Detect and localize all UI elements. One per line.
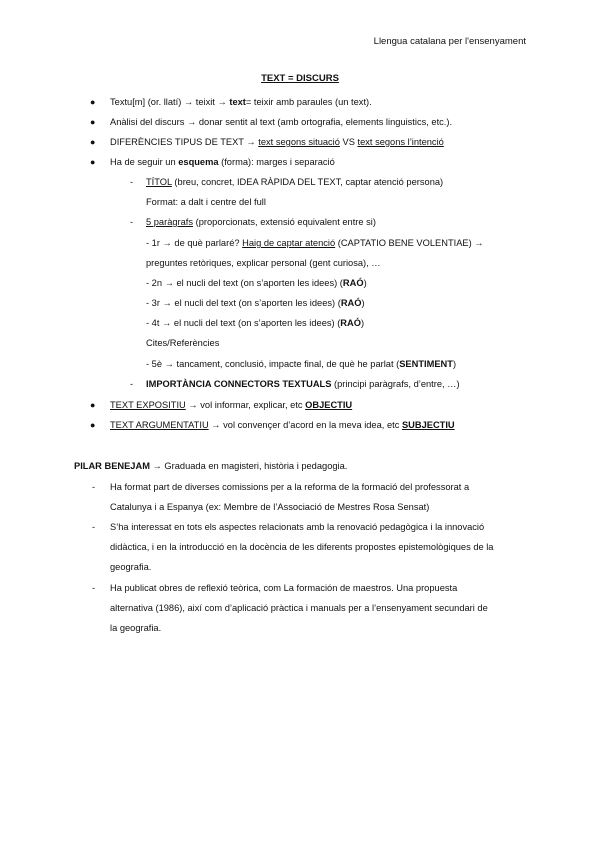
list-item: DIFERÈNCIES TIPUS DE TEXT → text segons situació VS text segons l’intenció (110, 137, 444, 147)
paragraph-line: geografia. (110, 562, 152, 572)
bullet-marker: ● (90, 420, 96, 430)
sub-item: IMPORTÀNCIA CONNECTORS TEXTUALS (principi paràgrafs, d’entre, …) (146, 379, 460, 389)
dash-marker: - (92, 482, 96, 492)
paragraph-line: Ha format part de diverses comissions per a la reforma de la formació del professorat a (110, 482, 470, 492)
document-title: TEXT = DISCURS (261, 73, 339, 84)
list-item: TEXT ARGUMENTATIU → vol convençer d’acord en la meva idea, etc SUBJECTIU (110, 420, 455, 430)
paragraph-line: Ha publicat obres de reflexió teòrica, com La formación de maestros. Una propuesta (110, 583, 458, 593)
dash-marker: - (130, 177, 134, 187)
sub-text: Format: a dalt i centre del full (146, 197, 266, 207)
sub-text: preguntes retòriques, explicar personal (gent curiosa), … (146, 258, 381, 268)
list-item: Textu[m] (or. llatí) → teixit → text= teixir amb paraules (un text). (110, 97, 372, 107)
bullet-marker: ● (90, 400, 96, 410)
paragraph-line: didàctica, i en la introducció en la docència de les diferents propostes epistemològiques de la (110, 542, 494, 552)
page-header: Llengua catalana per l'ensenyament (373, 36, 526, 47)
sub-text: Cites/Referències (146, 338, 220, 348)
list-item: Anàlisi del discurs → donar sentit al text (amb ortografia, elements linguistics, etc.). (110, 117, 453, 127)
sub-item: TÍTOL (breu, concret, IDEA RÀPIDA DEL TEXT, captar atenció persona) (146, 177, 444, 187)
bullet-marker: ● (90, 137, 96, 147)
bullet-marker: ● (90, 97, 96, 107)
dash-marker: - (130, 217, 134, 227)
dash-marker: - (92, 522, 96, 532)
sub-text: - 5è → tancament, conclusió, impacte final, de què he parlat (SENTIMENT) (146, 359, 457, 369)
dash-marker: - (92, 583, 96, 593)
paragraph-line: alternativa (1986), així com d’aplicació pràctica i manuals per a l’ensenyament secundari de (110, 603, 488, 613)
bullet-marker: ● (90, 157, 96, 167)
sub-text: - 1r → de què parlaré? Haig de captar atenció (CAPTATIO BENE VOLENTIAE) → (146, 238, 484, 248)
sub-text: - 4t → el nucli del text (on s’aporten les idees) (RAÓ) (146, 318, 365, 328)
dash-marker: - (130, 379, 134, 389)
list-item: TEXT EXPOSITIU → vol informar, explicar, etc OBJECTIU (110, 400, 353, 410)
sub-text: - 2n → el nucli del text (on s’aporten les idees) (RAÓ) (146, 278, 367, 288)
paragraph-line: Catalunya i a Espanya (ex: Membre de l’Associació de Mestres Rosa Sensat) (110, 502, 430, 512)
sub-text: - 3r → el nucli del text (on s’aporten les idees) (RAÓ) (146, 298, 365, 308)
bullet-marker: ● (90, 117, 96, 127)
list-item: Ha de seguir un esquema (forma): marges i separació (110, 157, 335, 167)
paragraph-line: S’ha interessat en tots els aspectes relacionats amb la renovació pedagògica i la innovació (110, 522, 485, 532)
section-heading: PILAR BENEJAM → Graduada en magisteri, història i pedagogia. (74, 461, 348, 471)
paragraph-line: la geografia. (110, 623, 162, 633)
sub-item: 5 paràgrafs (proporcionats, extensió equivalent entre si) (146, 217, 376, 227)
